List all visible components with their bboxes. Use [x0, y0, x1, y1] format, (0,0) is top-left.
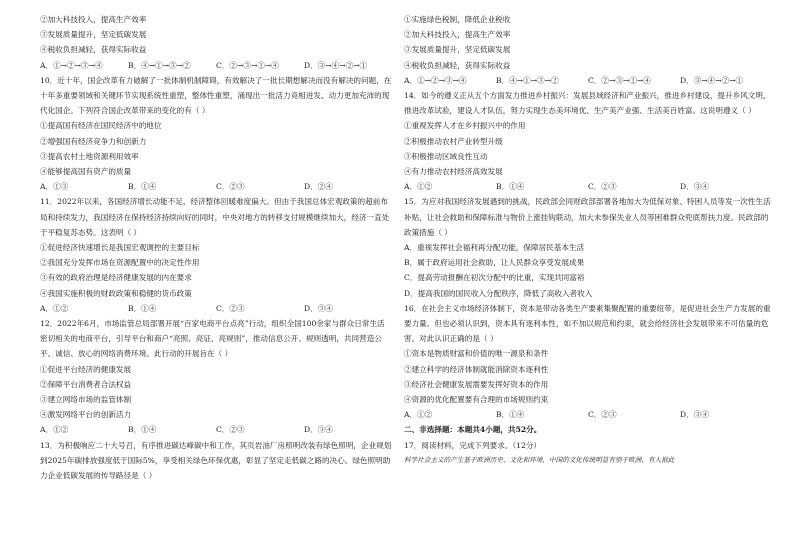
- answer-options: [404, 73, 772, 88]
- list-item: ①资本是物质财富和价值的唯一源泉和条件: [404, 349, 549, 359]
- question-15-stem: 15．为应对我国经济发展遇到的挑战，民政部会同财政部部署各地加大为低保对象、特困人员等发一次性生活补贴，让社会救助和保障标准与物价上涨挂钩联动，加大未参保失业人员等困难群众兜底帮扶力度。民政部的政策措施（ ）: [404, 197, 771, 237]
- option-d: D．②④: [304, 182, 333, 192]
- question-17-stem: 17．阅读材料，完成下列要求。（12分）: [404, 440, 542, 450]
- option-b: B．①④: [496, 182, 525, 192]
- section-heading: 二、非选择题：本题共4小题，共52分。: [404, 425, 542, 435]
- list-item: ②我国充分发挥市场在资源配置中的决定性作用: [40, 258, 200, 268]
- list-item: ①促进平台经济的健康发展: [40, 364, 132, 374]
- option-c: C．②→③→①→④: [216, 60, 279, 70]
- left-column: [40, 12, 392, 483]
- option-b: B．①④: [128, 425, 157, 435]
- option-c: C．提高劳动报酬在初次分配中的比重，实现共同富裕: [404, 273, 585, 283]
- option-c: C．②③: [588, 182, 617, 192]
- option-c: C．②③: [216, 303, 245, 313]
- question-17-material: 科学社会主义的产生基于欧洲历史、文化和环境，中国的文化传统明显有别于欧洲，有人据此: [404, 455, 675, 464]
- list-item: ①实施绿色税制，降低企业税收: [404, 15, 511, 24]
- option-a: A．①②: [40, 303, 69, 313]
- option-a: A．①②: [404, 182, 433, 192]
- list-item: ④能够提高国有资产的质量: [40, 167, 132, 177]
- list-item: ④激发网络平台的创新活力: [40, 410, 132, 420]
- option-d: D．③④: [304, 303, 333, 313]
- list-item: ④资源的优化配置要有合理的市场规则约束: [404, 395, 549, 405]
- answer-options: [40, 179, 392, 194]
- option-d: D．③④: [680, 410, 709, 420]
- option-c: C．②③: [216, 425, 245, 435]
- option-b: B．①④: [496, 410, 525, 420]
- option-b: B．④→①→③→②: [496, 75, 559, 85]
- option-c: C．②→③→①→④: [588, 75, 651, 85]
- option-d: D．③④: [304, 425, 333, 435]
- question-13-stem: 13．为积极响应二十大号召，有序推进碳达峰碳中和工作，其页岩油厂房照明改装有绿色照明，企业规划到2025年碳排放强度低于国际5%，享受相关绿色环保优惠，彰显了坚定走低碳之路的决心。绿色照明助力企业低碳发展的传导路径是（ ）: [40, 440, 392, 481]
- option-d: D．提高我国的国民收入分配秩序，降低了高收入者收入: [404, 288, 593, 298]
- option-a: A．①→②→③→④: [404, 75, 467, 85]
- option-b: B．④→①→③→②: [128, 60, 191, 70]
- list-item: ④税收负担减轻，获得实际收益: [40, 45, 147, 55]
- list-item: ②建立科学的经济体制就能消除资本逐利性: [404, 364, 549, 374]
- option-d: D．③④: [680, 182, 709, 192]
- list-item: ②增强国有经济竞争力和创新力: [40, 136, 147, 146]
- list-item: ①促进经济快速增长是我国宏观调控的主要目标: [40, 243, 200, 253]
- answer-options: [40, 58, 392, 73]
- answer-options: [404, 179, 772, 194]
- list-item: ③经济社会健康发展需要发挥好资本的作用: [404, 379, 549, 389]
- list-item: ③积极推动区域良性互动: [404, 151, 488, 161]
- option-a: A．①③: [40, 182, 69, 192]
- right-column: [404, 12, 772, 468]
- answer-options: [40, 301, 392, 316]
- list-item: ③发展质量提升，坚定低碳发展: [40, 30, 147, 40]
- list-item: ④有力推动农村经济高效发展: [404, 167, 503, 177]
- question-11-stem: 11．2022年以来，各国经济增长动能不足，经济整体回暖难度偏大。但由于我国总体宏观政策的超前布局和持续发力，我国经济在保持经济持续向好的同时，中央对地方的转移支付规模继续加大，经济一直处于平稳复苏态势。这表明（ ）: [40, 197, 390, 237]
- list-item: ④税收负担减轻，获得实际收益: [404, 60, 511, 70]
- option-b: B．①④: [128, 303, 157, 313]
- list-item: ②积极推动农村产业转型升级: [404, 136, 503, 146]
- option-b: B．①④: [128, 182, 157, 192]
- list-item: ②加大科技投入，提高生产效率: [404, 30, 511, 40]
- option-c: C．②③: [588, 410, 617, 420]
- option-a: A．①②: [404, 410, 433, 420]
- list-item: ③提高农村土地资源利用效率: [40, 151, 139, 161]
- option-d: D．③→④→②→①: [680, 75, 744, 85]
- list-item: ④我国实施积极的财政政策和稳健的货币政策: [40, 288, 192, 298]
- list-item: ③发展质量提升，坚定低碳发展: [404, 45, 511, 55]
- answer-options: [404, 407, 772, 422]
- list-item: ①提高国有经济在国民经济中的地位: [40, 121, 162, 131]
- list-item: ③建立网络市场的监管体制: [40, 395, 132, 405]
- list-item: ②加大科技投入，提高生产效率: [40, 15, 147, 24]
- option-a: A．重视发挥社会福利再分配功能，保障居民基本生活: [404, 243, 585, 253]
- option-d: D．③→④→②→①: [304, 60, 368, 70]
- list-item: ①重视发挥人才在乡村振兴中的作用: [404, 121, 526, 131]
- question-10-stem: 10．近十年，国企改革有力破解了一批体制机制障碍，有效解决了一批长期想解决而没有解决的问题，在十年多重要领域和关键环节实现系统性重塑，整体性重塑，涌现出一批活力竞相迸发、动力更加充沛的现代化国企。下列符合国企改革带来的变化的有（ ）: [40, 75, 392, 116]
- option-a: A．①→②→③→④: [40, 60, 103, 70]
- question-14-stem: 14．如今的遵义正从五个方面发力推进乡村振兴：发展县域经济和产业振兴，推进乡村建设，提升乡风文明，推进改革试验，建设人才队伍，努力实现生态美环境优、生产美产业强、生活美百姓富。这说明遵义（ ）: [404, 91, 771, 116]
- question-12-stem: 12．2022年6月，市场监管总局部署开展“百家电商平台点亮”行动，组织全国100余家与群众日常生活密切相关的电商平台，引导平台和商户“亮照、亮证、亮规则”，推动信息公开、规则透明，共同营造公平、诚信、放心的网络消费环境。此行动的开展旨在（ ）: [40, 319, 385, 359]
- option-c: C．②③: [216, 182, 245, 192]
- answer-options: [40, 422, 392, 437]
- option-a: A．①②: [40, 425, 69, 435]
- question-16-stem: 16．在社会主义市场经济体制下，资本是带动各类生产要素集聚配置的重要纽带，是促进社会生产力发展的重要力量。但也必须认识到，资本具有逐利本性，如不加以规范和约束，就会给经济社会发展带来不可估量的危害。对此认识正确的是（ ）: [404, 303, 771, 344]
- list-item: ②保障平台消费者合法权益: [40, 379, 132, 389]
- list-item: ③有效的政府治理是经济健康发展的内在要求: [40, 273, 192, 283]
- option-b: B．属于政府运用社会救助，让人民群众享受发展成果: [404, 258, 585, 268]
